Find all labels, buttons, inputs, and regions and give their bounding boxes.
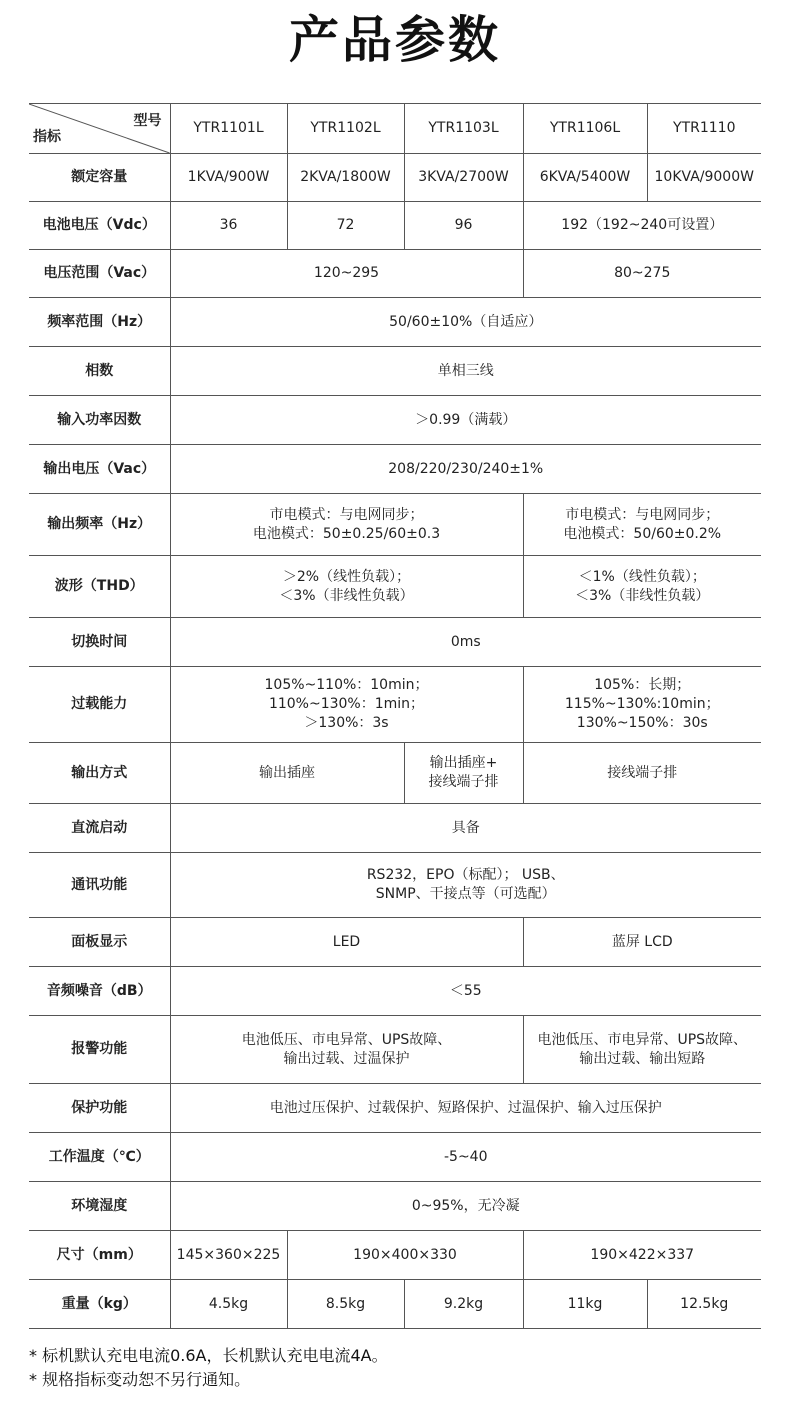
cell-value: 96 [404, 202, 523, 250]
row-noise [29, 967, 761, 1016]
row-dc-start [29, 804, 761, 853]
row-phase [29, 347, 761, 396]
model-header: YTR1103L [404, 104, 523, 154]
row-label: 输出电压（Vac） [29, 445, 170, 494]
cell-line: 105%~110%：10min； [264, 677, 429, 693]
cell-line: 输出插座+ [429, 755, 498, 771]
cell-line: ＜3%（非线性负载） [279, 587, 414, 604]
row-output-voltage [29, 445, 761, 494]
row-switch-time [29, 618, 761, 667]
cell-value: 6KVA/5400W [523, 154, 647, 202]
cell-value: 120~295 [170, 250, 523, 298]
row-output-freq [29, 494, 761, 556]
row-label: 波形（THD） [29, 556, 170, 618]
cell-value: 72 [287, 202, 404, 250]
row-voltage-range [29, 250, 761, 298]
cell-line: SNMP、干接点等（可选配） [375, 886, 556, 902]
cell-value [404, 743, 523, 804]
cell-value [170, 667, 523, 743]
cell-value: 0ms [170, 618, 761, 667]
row-label: 重量（kg） [29, 1280, 170, 1329]
row-label: 输出频率（Hz） [29, 494, 170, 556]
cell-value: 2KVA/1800W [287, 154, 404, 202]
cell-line: ＜3%（非线性负载） [575, 587, 710, 604]
row-label: 直流启动 [29, 804, 170, 853]
cell-value: 输出插座 [170, 743, 404, 804]
corner-header-cell [29, 104, 170, 154]
cell-value: -5~40 [170, 1133, 761, 1182]
row-label: 切换时间 [29, 618, 170, 667]
cell-value: 190×422×337 [523, 1231, 761, 1280]
row-label: 相数 [29, 347, 170, 396]
row-label: 过载能力 [29, 667, 170, 743]
row-label: 输入功率因数 [29, 396, 170, 445]
row-label: 音频噪音（dB） [29, 967, 170, 1016]
cell-value [170, 556, 523, 618]
row-comm [29, 853, 761, 918]
corner-indicator-label: 指标 [33, 129, 61, 145]
row-size [29, 1231, 761, 1280]
row-weight [29, 1280, 761, 1329]
cell-line: ＜1%（线性负载）； [578, 568, 706, 585]
cell-line: 110%~130%：1min； [268, 696, 425, 712]
row-output-mode [29, 743, 761, 804]
row-temperature [29, 1133, 761, 1182]
cell-line: 115%~130%:10min； [564, 696, 720, 712]
cell-value [170, 494, 523, 556]
row-label: 通讯功能 [29, 853, 170, 918]
cell-value: 208/220/230/240±1% [170, 445, 761, 494]
cell-line: ＞130%：3s [304, 715, 389, 731]
cell-value [523, 494, 761, 556]
model-header: YTR1106L [523, 104, 647, 154]
cell-line: 105%：长期； [594, 677, 691, 693]
row-panel [29, 918, 761, 967]
cell-line: 电池模式：50/60±0.2% [563, 525, 722, 542]
cell-value: 36 [170, 202, 287, 250]
cell-value: 192（192~240可设置） [523, 202, 761, 250]
row-alarm [29, 1016, 761, 1084]
cell-line: 市电模式：与电网同步； [269, 506, 424, 523]
cell-value: 4.5kg [170, 1280, 287, 1329]
row-label: 工作温度（℃） [29, 1133, 170, 1182]
cell-value: 电池过压保护、过载保护、短路保护、过温保护、输入过压保护 [170, 1084, 761, 1133]
cell-line: ＞2%（线性负载）； [282, 568, 411, 585]
cell-value: 0~95%，无冷凝 [170, 1182, 761, 1231]
cell-value [523, 667, 761, 743]
cell-value: 接线端子排 [523, 743, 761, 804]
cell-value: LED [170, 918, 523, 967]
model-header: YTR1110 [647, 104, 761, 154]
spec-table [29, 103, 761, 1329]
header-row [29, 104, 761, 154]
cell-value: 9.2kg [404, 1280, 523, 1329]
row-label: 报警功能 [29, 1016, 170, 1084]
row-label: 频率范围（Hz） [29, 298, 170, 347]
row-waveform [29, 556, 761, 618]
row-freq-range [29, 298, 761, 347]
row-protection [29, 1084, 761, 1133]
row-label: 电压范围（Vac） [29, 250, 170, 298]
cell-line: 130%~150%：30s [576, 715, 708, 731]
cell-value [170, 1016, 523, 1084]
model-header: YTR1101L [170, 104, 287, 154]
row-label: 电池电压（Vdc） [29, 202, 170, 250]
cell-value: ＞0.99（满载） [170, 396, 761, 445]
cell-value: 80~275 [523, 250, 761, 298]
cell-value: 145×360×225 [170, 1231, 287, 1280]
row-capacity [29, 154, 761, 202]
row-battery-voltage [29, 202, 761, 250]
cell-line: 市电模式：与电网同步； [565, 506, 720, 523]
cell-value: 10KVA/9000W [647, 154, 761, 202]
footnote: * 标机默认充电电流0.6A，长机默认充电电流4A。 [29, 1346, 388, 1365]
cell-line: 输出过载、过温保护 [283, 1050, 410, 1067]
row-humidity [29, 1182, 761, 1231]
page-title: 产品参数 [289, 11, 501, 69]
cell-line: 电池模式：50±0.25/60±0.3 [252, 525, 441, 542]
cell-line: 电池低压、市电异常、UPS故障、 [241, 1031, 452, 1048]
cell-value: 具备 [170, 804, 761, 853]
row-label: 额定容量 [29, 154, 170, 202]
row-label: 输出方式 [29, 743, 170, 804]
footnotes [29, 1344, 388, 1392]
cell-line: 电池低压、市电异常、UPS故障、 [537, 1031, 748, 1048]
model-header: YTR1102L [287, 104, 404, 154]
row-label: 保护功能 [29, 1084, 170, 1133]
cell-value [523, 1016, 761, 1084]
footnote: * 规格指标变动恕不另行通知。 [29, 1370, 251, 1389]
cell-value [170, 853, 761, 918]
cell-value: 8.5kg [287, 1280, 404, 1329]
cell-line: RS232，EPO（标配）； USB、 [366, 867, 565, 883]
row-overload [29, 667, 761, 743]
row-label: 尺寸（mm） [29, 1231, 170, 1280]
row-power-factor [29, 396, 761, 445]
cell-value: 蓝屏 LCD [523, 918, 761, 967]
row-label: 环境湿度 [29, 1182, 170, 1231]
cell-value: 50/60±10%（自适应） [170, 298, 761, 347]
corner-model-label: 型号 [133, 113, 162, 129]
cell-line: 输出过载、输出短路 [579, 1050, 706, 1067]
row-label: 面板显示 [29, 918, 170, 967]
cell-value: 190×400×330 [287, 1231, 523, 1280]
cell-value: 1KVA/900W [170, 154, 287, 202]
cell-value [523, 556, 761, 618]
cell-value: 11kg [523, 1280, 647, 1329]
cell-line: 接线端子排 [428, 774, 499, 790]
cell-value: 3KVA/2700W [404, 154, 523, 202]
cell-value: 12.5kg [647, 1280, 761, 1329]
cell-value: ＜55 [170, 967, 761, 1016]
cell-value: 单相三线 [170, 347, 761, 396]
